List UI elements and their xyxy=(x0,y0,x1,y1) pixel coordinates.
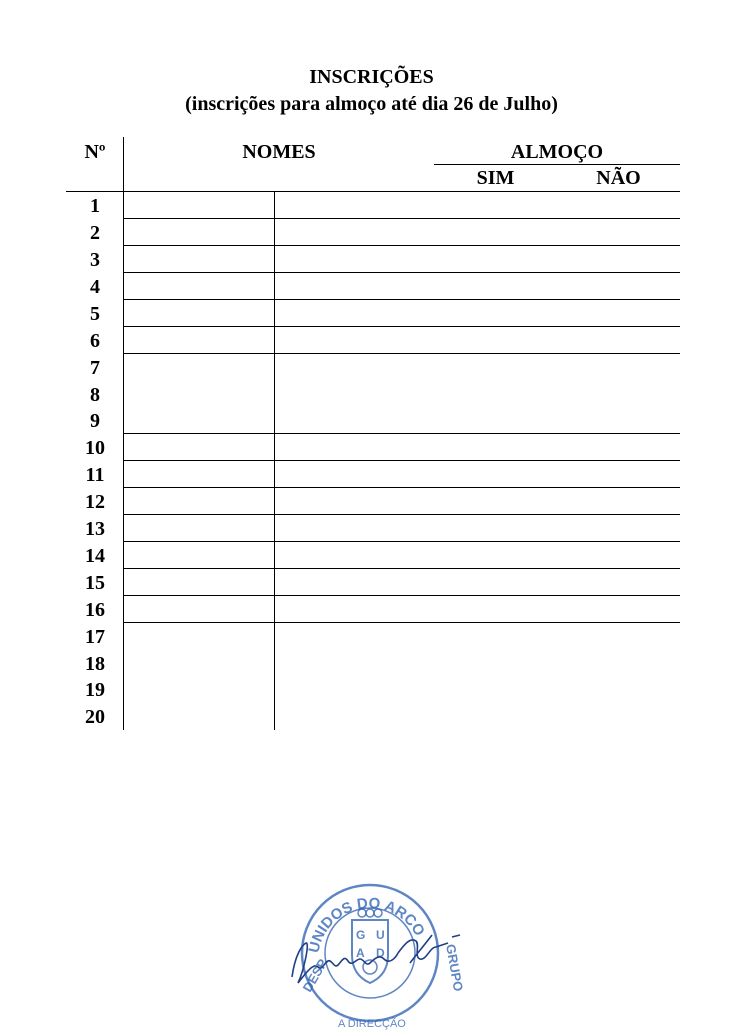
column-header-number: Nº xyxy=(84,141,106,163)
row-number: 15 xyxy=(85,572,105,594)
row-line xyxy=(123,541,680,542)
row-number: 9 xyxy=(90,410,100,432)
column-header-lunch: ALMOÇO xyxy=(510,141,604,163)
row-number: 8 xyxy=(90,384,100,406)
row-line xyxy=(123,433,680,434)
row-line xyxy=(123,487,680,488)
row-number: 16 xyxy=(85,599,105,621)
row-number: 19 xyxy=(85,679,105,701)
club-stamp xyxy=(280,875,470,1030)
column-header-names: NOMES xyxy=(242,141,316,163)
row-number: 7 xyxy=(90,357,100,379)
row-number: 20 xyxy=(85,706,105,728)
row-line xyxy=(123,568,680,569)
page-subtitle: (inscrições para almoço até dia 26 de Julho) xyxy=(185,93,558,115)
header-bottom-line xyxy=(66,191,680,192)
row-number: 18 xyxy=(85,653,105,675)
column-header-yes: SIM xyxy=(476,167,515,189)
row-number: 10 xyxy=(85,437,105,459)
svg-text:DESP.: DESP. xyxy=(299,954,332,995)
svg-text:A: A xyxy=(356,946,365,960)
svg-text:D: D xyxy=(376,946,385,960)
svg-text:A DIRECÇÃO: A DIRECÇÃO xyxy=(338,1018,406,1030)
row-line xyxy=(123,326,680,327)
svg-text:GRUPO: GRUPO xyxy=(443,942,467,993)
row-number: 6 xyxy=(90,330,100,352)
svg-text:G: G xyxy=(356,928,366,942)
row-number: 1 xyxy=(90,195,100,217)
row-number: 12 xyxy=(85,491,105,513)
stamp-top-text: UNIDOS DO ARCO xyxy=(305,894,428,955)
row-line xyxy=(123,299,680,300)
row-number: 2 xyxy=(90,222,100,244)
row-number: 13 xyxy=(85,518,105,540)
row-number: 3 xyxy=(90,249,100,271)
row-number: 17 xyxy=(85,626,105,648)
row-line xyxy=(123,460,680,461)
column-header-no: NÃO xyxy=(596,167,641,189)
svg-text:U: U xyxy=(376,928,385,942)
row-line xyxy=(123,622,680,623)
page-title: INSCRIÇÕES xyxy=(309,66,434,88)
row-line xyxy=(123,218,680,219)
row-line xyxy=(123,595,680,596)
row-line xyxy=(123,353,680,354)
row-line xyxy=(123,245,680,246)
row-number: 11 xyxy=(85,464,105,486)
row-line xyxy=(123,272,680,273)
row-number: 14 xyxy=(85,545,105,567)
row-line xyxy=(123,514,680,515)
row-number: 4 xyxy=(90,276,100,298)
row-number: 5 xyxy=(90,303,100,325)
lunch-header-underline xyxy=(434,164,680,165)
